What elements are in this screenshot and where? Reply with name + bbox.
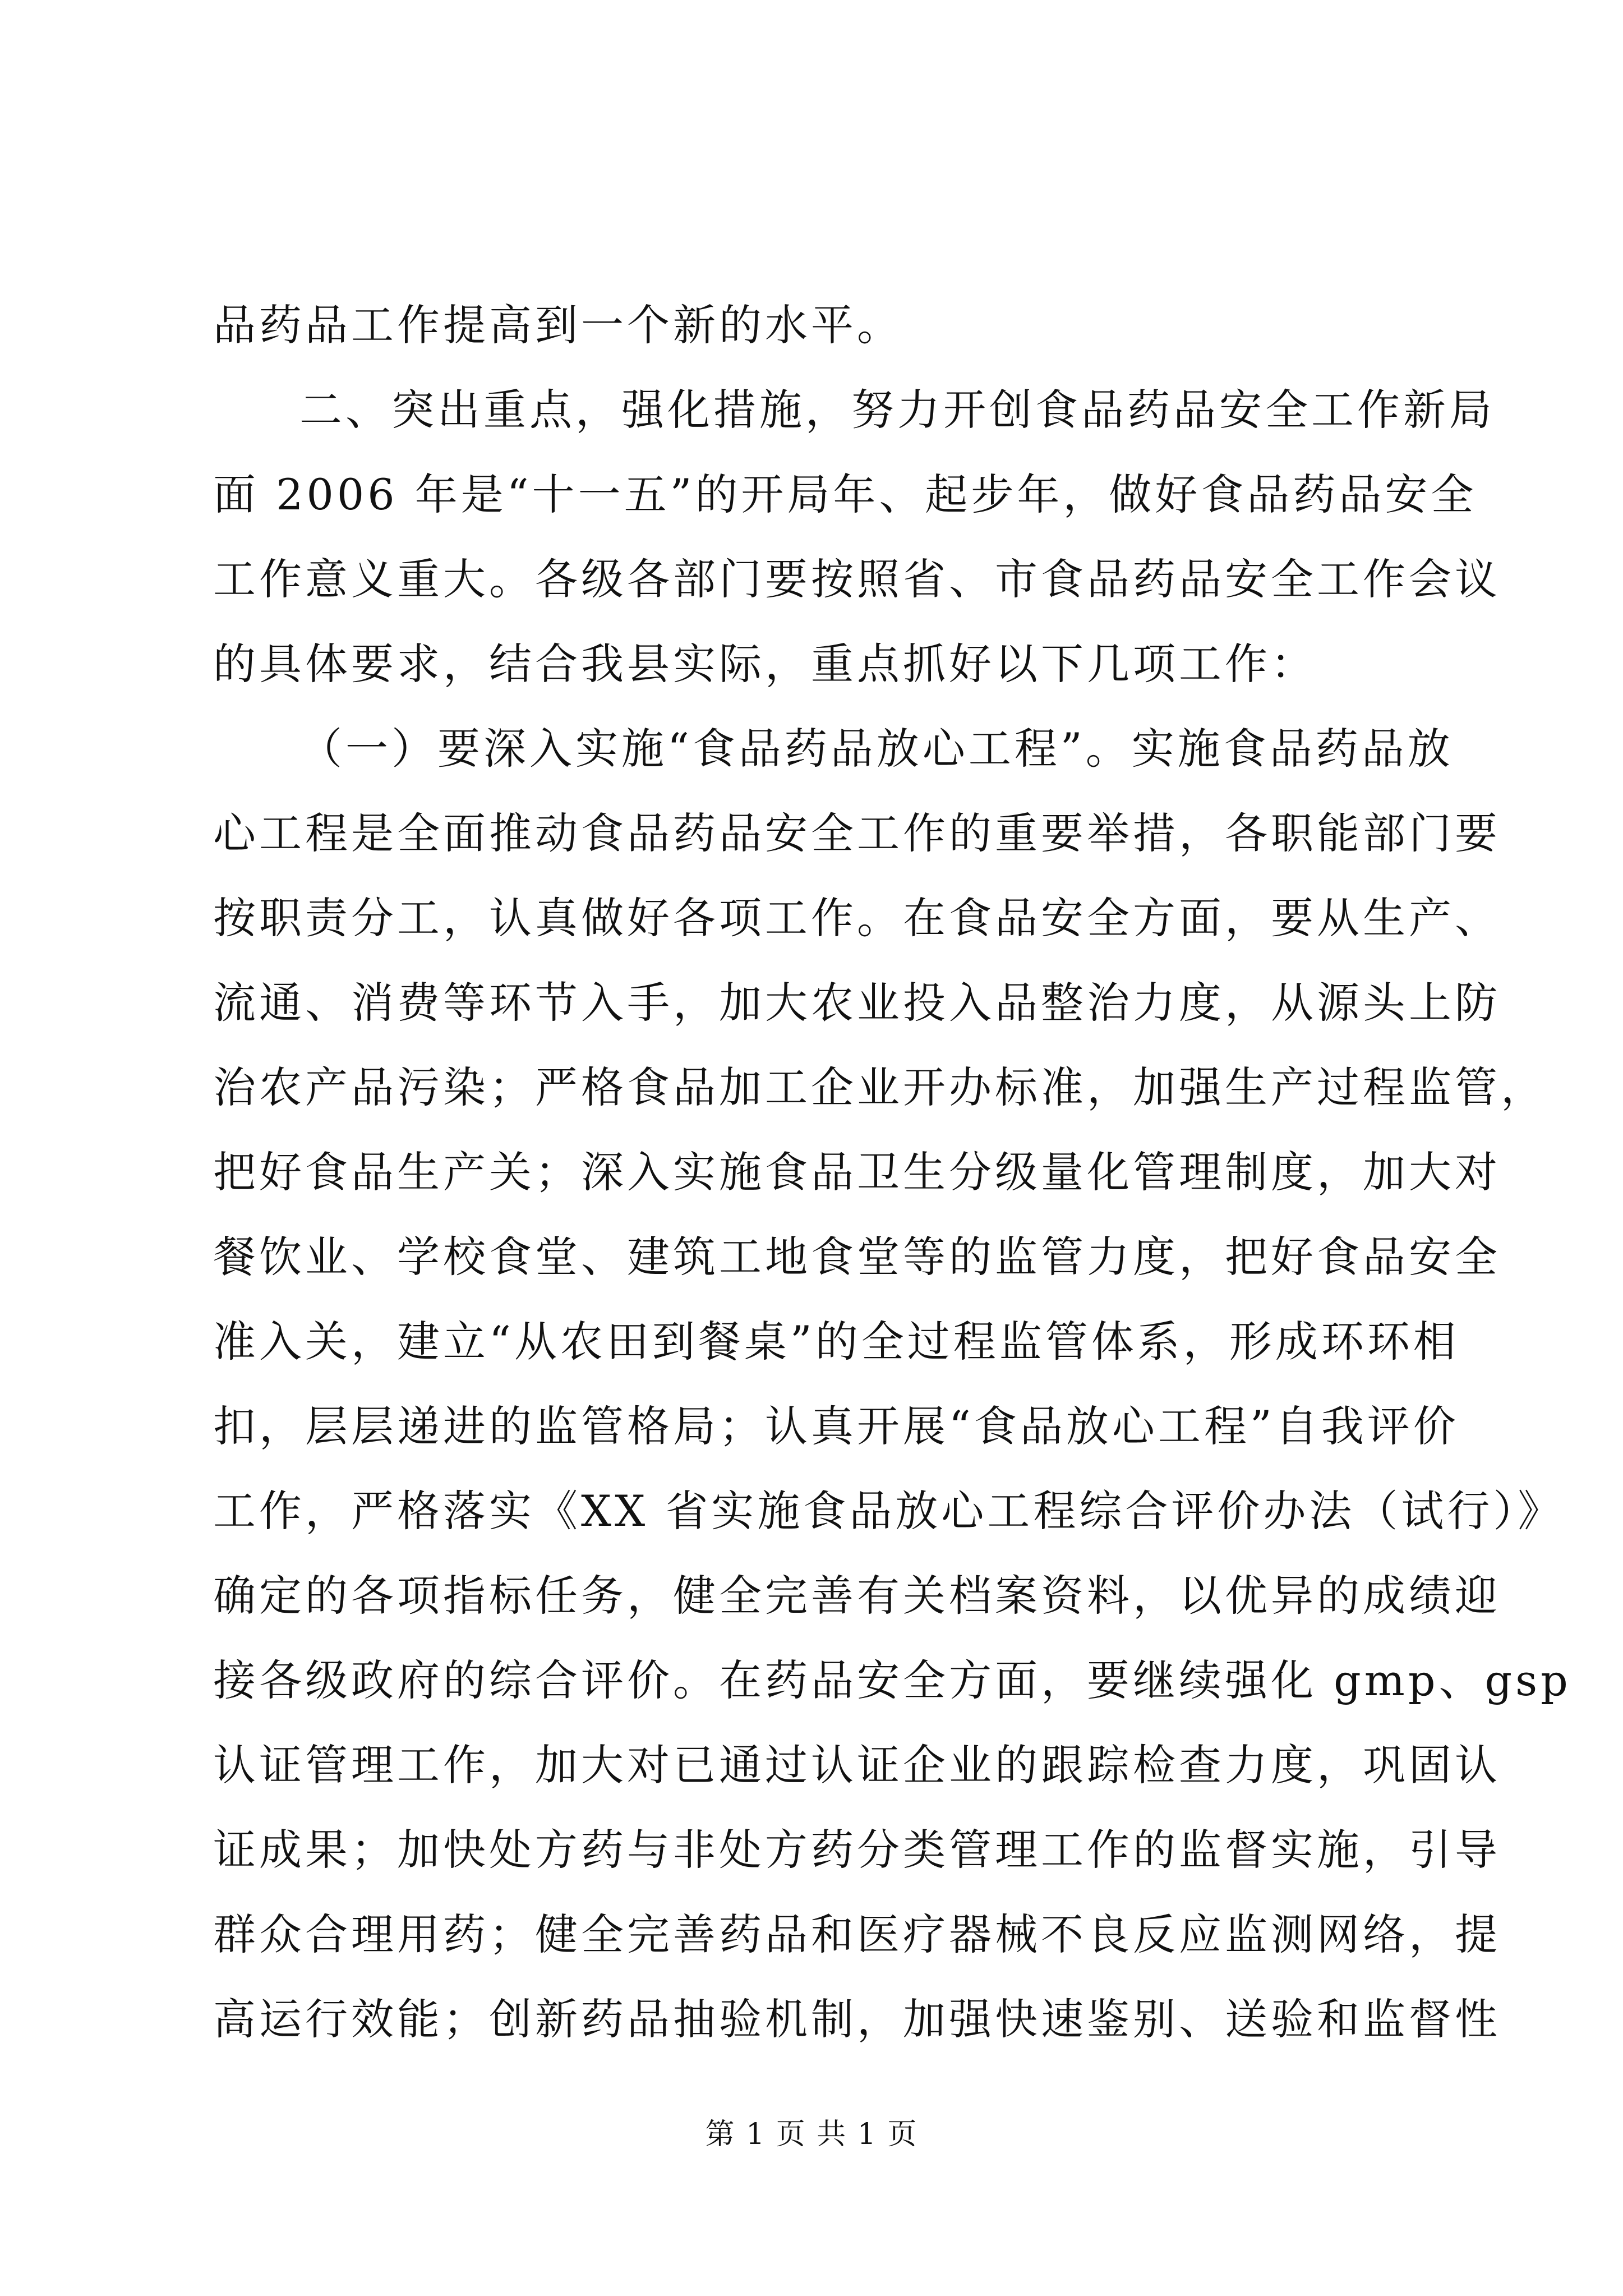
text-line: 确定的各项指标任务，健全完善有关档案资料，以优异的成绩迎 bbox=[213, 1571, 1501, 1621]
text-line: 按职责分工，认真做好各项工作。在食品安全方面，要从生产、 bbox=[213, 893, 1501, 943]
text-line: 接各级政府的综合评价。在药品安全方面，要继续强化 gmp、gsp bbox=[213, 1655, 1571, 1705]
text-line: 扣，层层递进的监管格局；认真开展“食品放心工程”自我评价 bbox=[213, 1401, 1459, 1451]
text-line: 面 2006 年是“十一五”的开局年、起步年，做好食品药品安全 bbox=[213, 470, 1477, 519]
text-line: 准入关，建立“从农田到餐桌”的全过程监管体系，形成环环相 bbox=[213, 1317, 1459, 1366]
text-line: 证成果；加快处方药与非处方药分类管理工作的监督实施，引导 bbox=[213, 1825, 1501, 1875]
text-line: 群众合理用药；健全完善药品和医疗器械不良反应监测网络，提 bbox=[213, 1910, 1501, 1959]
text-line: 二、突出重点，强化措施，努力开创食品药品安全工作新局 bbox=[299, 385, 1495, 435]
text-line: 流通、消费等环节入手，加大农业投入品整治力度，从源头上防 bbox=[213, 978, 1501, 1028]
text-line: 餐饮业、学校食堂、建筑工地食堂等的监管力度，把好食品安全 bbox=[213, 1232, 1501, 1282]
text-line: 治农产品污染；严格食品加工企业开办标准，加强生产过程监管， bbox=[213, 1062, 1547, 1112]
page-footer: 第 1 页 共 1 页 bbox=[705, 2118, 918, 2151]
text-line: （一）要深入实施“食品药品放心工程”。实施食品药品放 bbox=[299, 724, 1454, 774]
text-line: 高运行效能；创新药品抽验机制，加强快速鉴别、送验和监督性 bbox=[213, 1994, 1501, 2044]
text-line: 心工程是全面推动食品药品安全工作的重要举措，各职能部门要 bbox=[213, 808, 1501, 858]
text-line: 把好食品生产关；深入实施食品卫生分级量化管理制度，加大对 bbox=[213, 1147, 1501, 1197]
text-line: 品药品工作提高到一个新的水平。 bbox=[213, 300, 903, 350]
text-line: 工作意义重大。各级各部门要按照省、市食品药品安全工作会议 bbox=[213, 554, 1501, 604]
text-line: 的具体要求，结合我县实际，重点抓好以下几项工作： bbox=[213, 639, 1317, 689]
text-line: 认证管理工作，加大对已通过认证企业的跟踪检查力度，巩固认 bbox=[213, 1740, 1501, 1790]
text-line: 工作，严格落实《XX 省实施食品放心工程综合评价办法（试行）》 bbox=[213, 1486, 1564, 1536]
